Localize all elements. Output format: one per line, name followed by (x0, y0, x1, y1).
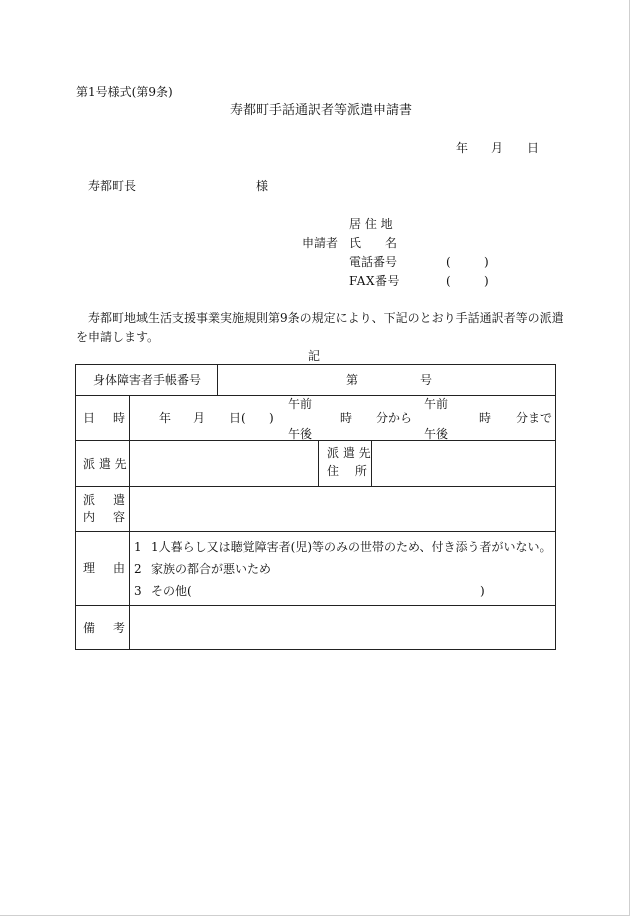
remarks-label-a: 備 (83, 621, 96, 635)
address-label: 居 住 地 (349, 217, 393, 231)
applicant-label: 申請者 (302, 236, 339, 250)
fax-paren-open: ( (446, 274, 451, 288)
date-year-label: 年 (456, 141, 469, 155)
handbook-label: 身体障害者手帳番号 (93, 373, 202, 387)
reason-item-2-num: 2 (134, 562, 142, 576)
datetime-until: 分まで (516, 411, 553, 425)
row-divider (76, 440, 555, 441)
phone-label: 電話番号 (349, 255, 398, 269)
reason-label-b: 由 (113, 561, 126, 575)
row-divider (76, 486, 555, 487)
content-label-1b: 遣 (113, 493, 126, 507)
datetime-pm-2: 午後 (424, 427, 449, 441)
destination-address-label-2: 住 所 (327, 464, 367, 478)
reason-item-2-text: 家族の都合が悪いため (151, 562, 272, 576)
row-divider (76, 395, 555, 396)
handbook-dai: 第 (346, 373, 359, 387)
form-title: 寿都町手話通訳者等派遣申請書 (230, 103, 413, 118)
body-text-line1: 寿都町地域生活支援事業実施規則第9条の規定により、下記のとおり手話通訳者等の派遣 (88, 311, 564, 325)
phone-paren-open: ( (446, 255, 451, 269)
date-month-label: 月 (491, 141, 504, 155)
datetime-hour-1: 時 (340, 411, 353, 425)
column-divider (371, 440, 372, 486)
addressee-name: 寿都町長 (88, 179, 137, 193)
body-text-line2: を申請します。 (76, 330, 160, 344)
column-divider (217, 365, 218, 395)
destination-label: 派 遣 先 (83, 457, 127, 471)
datetime-pm-1: 午後 (288, 427, 313, 441)
datetime-year: 年 (159, 411, 172, 425)
datetime-from: 分から (376, 411, 413, 425)
fax-paren-close: ) (484, 274, 489, 288)
datetime-am-1: 午前 (288, 397, 313, 411)
application-table (75, 364, 556, 650)
reason-item-1-num: 1 (134, 540, 142, 554)
reason-label-a: 理 (83, 561, 96, 575)
phone-paren-close: ) (484, 255, 489, 269)
datetime-label-a: 日 (83, 411, 96, 425)
column-divider (129, 395, 130, 649)
datetime-day: 日( (229, 411, 246, 425)
record-mark: 記 (308, 349, 321, 363)
datetime-am-2: 午前 (424, 397, 449, 411)
form-number: 第1号様式(第9条) (76, 85, 173, 99)
remarks-label-b: 考 (113, 621, 126, 635)
row-divider (76, 605, 555, 606)
content-label-2a: 内 (83, 510, 96, 524)
content-label-1a: 派 (83, 493, 96, 507)
reason-item-3-text: その他( (151, 584, 192, 598)
datetime-hour-2: 時 (479, 411, 492, 425)
fax-label: FAX番号 (349, 274, 400, 288)
datetime-label-b: 時 (113, 411, 126, 425)
content-label-2b: 容 (113, 510, 126, 524)
addressee-honorific: 様 (256, 179, 269, 193)
date-day-label: 日 (527, 141, 540, 155)
handbook-gou: 号 (420, 373, 433, 387)
destination-address-label-1: 派 遣 先 (327, 446, 371, 460)
name-label: 氏 名 (349, 236, 398, 250)
reason-item-3-num: 3 (134, 584, 142, 598)
row-divider (76, 531, 555, 532)
column-divider (318, 440, 319, 486)
datetime-day-close: ) (269, 411, 274, 425)
datetime-month: 月 (193, 411, 206, 425)
reason-item-3-close: ) (480, 584, 485, 598)
reason-item-1-text: 1人暮らし又は聴覚障害者(児)等のみの世帯のため、付き添う者がいない。 (151, 540, 552, 554)
